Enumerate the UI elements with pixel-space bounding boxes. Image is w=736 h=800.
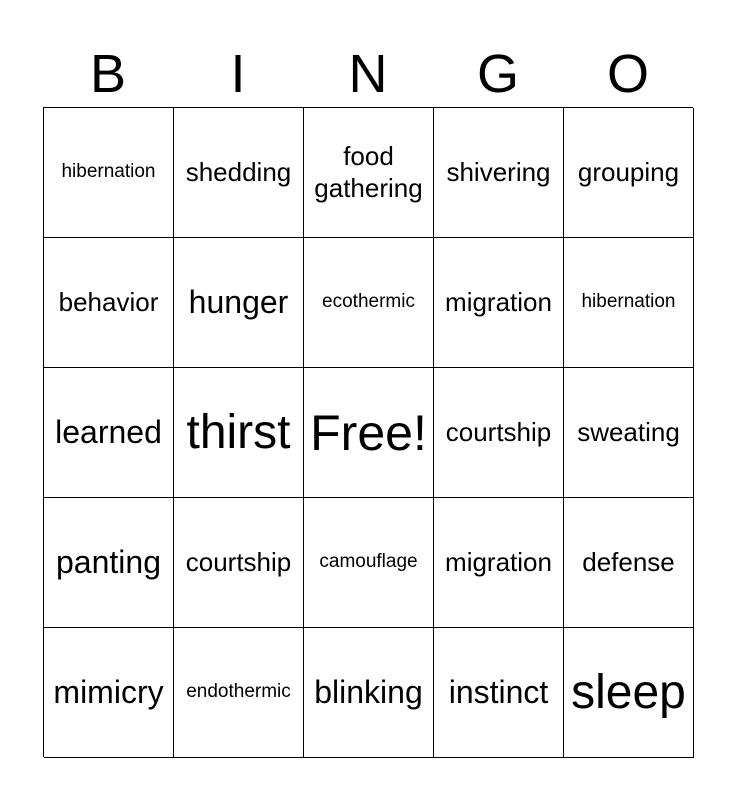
bingo-cell-r3c4[interactable]: courtship	[434, 368, 564, 498]
bingo-cell-r2c1[interactable]: behavior	[44, 238, 174, 368]
bingo-cell-r1c3[interactable]: food gathering	[304, 108, 434, 238]
bingo-cell-r1c4[interactable]: shivering	[434, 108, 564, 238]
bingo-cell-r5c5[interactable]: sleep	[564, 628, 694, 758]
bingo-cell-r4c3[interactable]: camouflage	[304, 498, 434, 628]
bingo-cell-r1c1[interactable]: hibernation	[44, 108, 174, 238]
bingo-header	[43, 40, 693, 108]
header-letter-b: B	[89, 44, 127, 104]
header-letter-i: I	[230, 44, 246, 104]
bingo-cell-r2c4[interactable]: migration	[434, 238, 564, 368]
bingo-cell-r4c4[interactable]: migration	[434, 498, 564, 628]
bingo-cell-r3c2[interactable]: thirst	[174, 368, 304, 498]
bingo-board	[43, 107, 693, 757]
bingo-cell-r5c2[interactable]: endothermic	[174, 628, 304, 758]
bingo-cell-r4c2[interactable]: courtship	[174, 498, 304, 628]
bingo-cell-r4c5[interactable]: defense	[564, 498, 694, 628]
bingo-cell-r5c3[interactable]: blinking	[304, 628, 434, 758]
header-letter-n: N	[348, 44, 388, 104]
bingo-cell-r3c5[interactable]: sweating	[564, 368, 694, 498]
header-letter-o: O	[606, 44, 649, 104]
bingo-cell-r2c2[interactable]: hunger	[174, 238, 304, 368]
bingo-cell-r5c4[interactable]: instinct	[434, 628, 564, 758]
bingo-cell-r4c1[interactable]: panting	[44, 498, 174, 628]
bingo-cell-r2c3[interactable]: ecothermic	[304, 238, 434, 368]
bingo-cell-r5c1[interactable]: mimicry	[44, 628, 174, 758]
header-letter-g: G	[476, 44, 519, 104]
bingo-cell-r2c5[interactable]: hibernation	[564, 238, 694, 368]
bingo-cell-r1c2[interactable]: shedding	[174, 108, 304, 238]
bingo-cell-r3c1[interactable]: learned	[44, 368, 174, 498]
bingo-cell-free-space[interactable]: Free!	[304, 368, 434, 498]
bingo-cell-r1c5[interactable]: grouping	[564, 108, 694, 238]
